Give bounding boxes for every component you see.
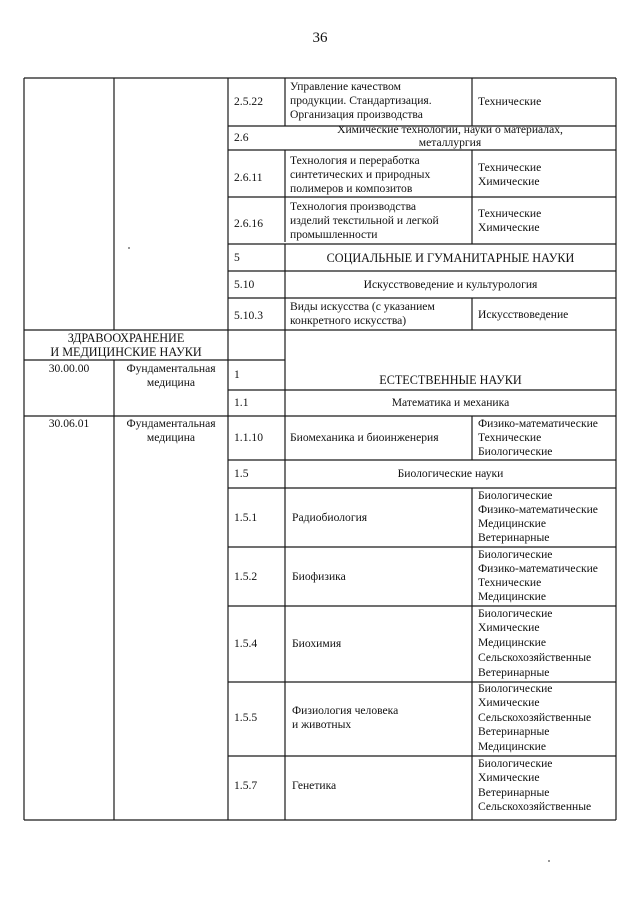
title-5-10: Искусствоведение и культурология	[363, 278, 538, 291]
branch-1-5-4-line1: Биологические	[478, 607, 553, 620]
branch-1-5-5-line3: Сельскохозяйственные	[478, 711, 592, 724]
title-2-6-line1: Химические технологии, науки о материалах,	[337, 123, 563, 136]
code-5-10: 5.10	[234, 278, 255, 291]
code-1-5-7: 1.5.7	[234, 779, 258, 792]
left-name-30-06-01-line1: Фундаментальная	[126, 417, 216, 430]
left-code-30-00-00: 30.00.00	[48, 362, 90, 375]
branch-2-6-11-line1: Технические	[478, 161, 542, 174]
left-name-30-00-00-line2: медицина	[146, 376, 196, 389]
name-1-5-5-line1: Физиология человека	[292, 704, 399, 717]
branch-1-5-2-line2: Физико-математические	[478, 562, 598, 575]
code-2-5-22: 2.5.22	[234, 95, 263, 108]
name-1-5-7: Генетика	[292, 779, 337, 792]
branch-1-1-10-line1: Физико-математические	[478, 417, 598, 430]
branch-1-5-1-line4: Ветеринарные	[478, 531, 550, 544]
branch-1-5-7-line4: Сельскохозяйственные	[478, 800, 592, 813]
scan-speck	[548, 860, 550, 862]
branch-1-5-1-line3: Медицинские	[478, 517, 546, 530]
code-2-6-11: 2.6.11	[234, 171, 263, 184]
title-1-1: Математика и механика	[391, 396, 510, 409]
title-5: СОЦИАЛЬНЫЕ И ГУМАНИТАРНЫЕ НАУКИ	[326, 251, 575, 265]
health-title-line2: И МЕДИЦИНСКИЕ НАУКИ	[50, 345, 202, 359]
left-name-30-06-01-line2: медицина	[146, 431, 196, 444]
name-2-5-22-line2: продукции. Стандартизация.	[290, 94, 432, 107]
branch-1-5-4-line4: Сельскохозяйственные	[478, 651, 592, 664]
name-5-10-3-line2: конкретного искусства)	[290, 314, 407, 327]
name-2-5-22-line3: Организация производства	[290, 108, 423, 121]
left-code-30-06-01: 30.06.01	[48, 417, 90, 430]
name-2-6-11-line3: полимеров и композитов	[290, 182, 413, 195]
code-2-6: 2.6	[234, 131, 249, 144]
branch-1-5-4-line5: Ветеринарные	[478, 666, 550, 679]
title-2-6-line2: металлургия	[418, 136, 482, 149]
scan-speck	[128, 247, 130, 249]
name-2-6-16-line2: изделий текстильной и легкой	[290, 214, 439, 227]
branch-1-5-5-line1: Биологические	[478, 682, 553, 695]
branch-1-5-1-line2: Физико-математические	[478, 503, 598, 516]
branch-1-1-10-line2: Технические	[478, 431, 542, 444]
name-2-5-22-line1: Управление качеством	[290, 80, 401, 93]
branch-1-1-10-line3: Биологические	[478, 445, 553, 458]
branch-2-5-22: Технические	[478, 95, 542, 108]
code-1-5-2: 1.5.2	[234, 570, 258, 583]
branch-1-5-7-line2: Химические	[478, 771, 540, 784]
name-2-6-11-line1: Технология и переработка	[290, 154, 420, 167]
branch-1-5-5-line2: Химические	[478, 696, 540, 709]
branch-2-6-16-line2: Химические	[478, 221, 540, 234]
name-2-6-16-line1: Технология производства	[290, 200, 417, 213]
name-1-5-5-line2: и животных	[292, 718, 352, 731]
title-1: ЕСТЕСТВЕННЫЕ НАУКИ	[379, 373, 522, 387]
name-1-1-10: Биомеханика и биоинженерия	[290, 431, 439, 444]
branch-2-6-16-line1: Технические	[478, 207, 542, 220]
name-1-5-1: Радиобиология	[292, 511, 368, 524]
branch-1-5-1-line1: Биологические	[478, 489, 553, 502]
branch-1-5-2-line3: Технические	[478, 576, 542, 589]
branch-1-5-4-line3: Медицинские	[478, 636, 546, 649]
branch-2-6-11-line2: Химические	[478, 175, 540, 188]
branch-1-5-5-line5: Медицинские	[478, 740, 546, 753]
branch-1-5-7-line1: Биологические	[478, 757, 553, 770]
code-5-10-3: 5.10.3	[234, 309, 263, 322]
branch-1-5-2-line1: Биологические	[478, 548, 553, 561]
code-5: 5	[234, 251, 240, 264]
health-title-line1: ЗДРАВООХРАНЕНИЕ	[67, 331, 185, 345]
left-name-30-00-00-line1: Фундаментальная	[126, 362, 216, 375]
branch-5-10-3: Искусствоведение	[478, 308, 569, 321]
name-1-5-2: Биофизика	[292, 570, 346, 583]
code-1-5-1: 1.5.1	[234, 511, 258, 524]
branch-1-5-5-line4: Ветеринарные	[478, 725, 550, 738]
name-5-10-3-line1: Виды искусства (с указанием	[290, 300, 435, 313]
code-1-1-10: 1.1.10	[234, 431, 263, 444]
code-1-5: 1.5	[234, 467, 249, 480]
name-2-6-11-line2: синтетических и природных	[290, 168, 431, 181]
page-number: 36	[312, 30, 328, 46]
title-1-5: Биологические науки	[397, 467, 504, 480]
branch-1-5-7-line3: Ветеринарные	[478, 786, 550, 799]
code-2-6-16: 2.6.16	[234, 217, 263, 230]
code-1-5-5: 1.5.5	[234, 711, 258, 724]
code-1: 1	[234, 368, 240, 381]
name-1-5-4: Биохимия	[292, 637, 342, 650]
branch-1-5-2-line4: Медицинские	[478, 590, 546, 603]
name-2-6-16-line3: промышленности	[290, 228, 378, 241]
branch-1-5-4-line2: Химические	[478, 621, 540, 634]
code-1-1: 1.1	[234, 396, 249, 409]
code-1-5-4: 1.5.4	[234, 637, 258, 650]
